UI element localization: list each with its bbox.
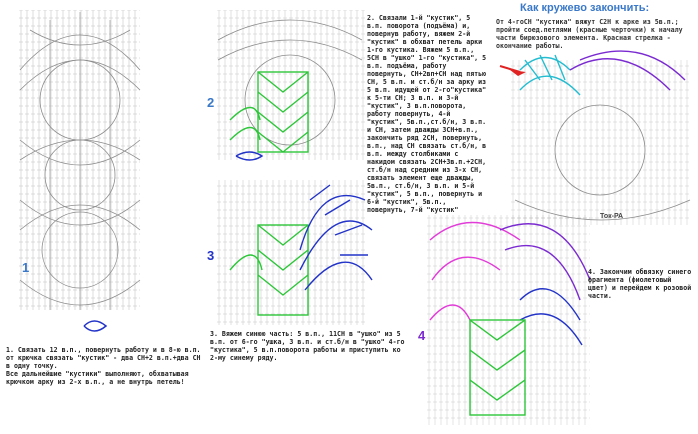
panel-3-diagram xyxy=(215,180,372,325)
finish-diagram xyxy=(500,51,690,225)
panel-1-gray-diagram xyxy=(18,10,140,331)
step-number-1: 1 xyxy=(22,260,30,275)
step-3-text: 3. Вяжем синюю часть: 5 в.п., 11СН в "ушко" из 5 в.п. от 6-го "ушка, 3 в.п. и ст.б/н в "ушко" 4-го "кустика", 5 в.п.поворота работы и приступить ко 2-му синему ряду. xyxy=(210,330,409,362)
step-4-text: 4. Закончим обвязку синего фрагмента (фиолетовый цвет) и перейдем к розовой части. xyxy=(588,268,696,300)
step-1-text: 1. Связать 12 в.п., повернуть работу и в 8-ю в.п. от крючка связать "кустик" - два СН+2 в.п.+два СН в одну точку. Все дальнейшие "кустики" выполняют, обхватывая крючком арку из 2-х в.п., а не внутрь петель! xyxy=(6,346,201,386)
step-number-4: 4 xyxy=(418,328,426,343)
panel-2-diagram xyxy=(215,10,365,160)
step-number-3: 3 xyxy=(207,248,215,263)
step-number-2: 2 xyxy=(207,95,215,110)
finish-text: От 4-гоСН "кустика" вяжут С2Н к арке из 5в.п.; пройти соед.петлями (красные черточки) к началу части бирюзового элемента. Красная стрелка - окончание работы. xyxy=(496,18,687,50)
step-2-text: 2. Связали 1-й "кустик", 5 в.п. поворота (подъёма) и, повернув работу, вяжем 2-й "кустик" в обхват петель арки 1-го кустика. Вяжем 5 в.п., 5СН в "ушко" 1-го "кустика", 5 в.п. подъёма, работу повернуть, СН+2вп+СН над пятью СН, 5 в.п. и ст.б/н за арку из 5 в.п. идущей от 2-го"кустика" к 5-ти СН; 3 в.п. и 3-й "кустик", 3 в.п.поворота, работу повернуть, 4-й "кустик", 5в.п.,ст.б/н, 3 в.п. и СН, затем дважды 3СН+в.п., закончить ряд 2СН, повернуть, в.п., над СН связать ст.б/н, в в.п. между столбиками с накидом связать 2СН+3в.п.+2СН, ст.б/н над средним из 3-х СН, связать элемент еще дважды, 5в.п., ст.б/н, 3 в.п. и 5-й "кустик", 5 в.п., повернуть и 6-й "кустик", 5в.п., повернуть, 7-й "кустик" xyxy=(367,14,491,214)
credit-label: Ток-РА xyxy=(600,213,624,220)
panel-4-diagram xyxy=(425,215,590,425)
page-title: Как кружево закончить: xyxy=(520,2,650,14)
